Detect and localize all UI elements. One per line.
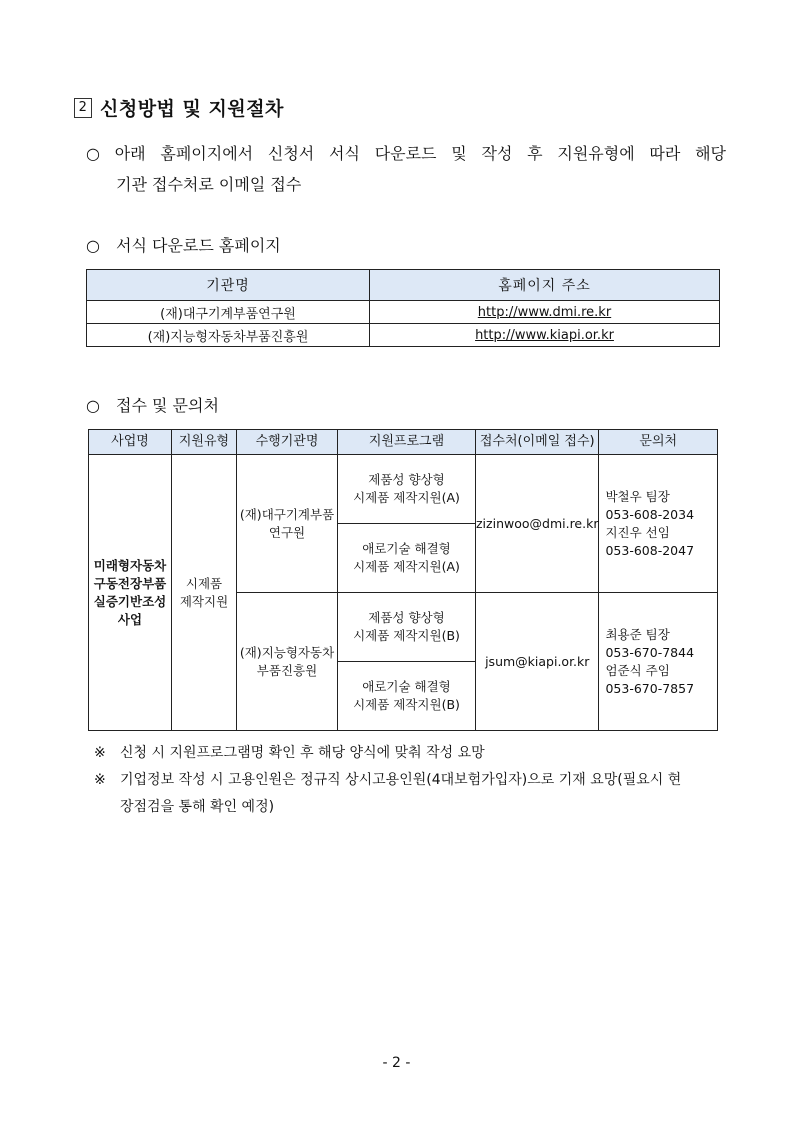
support-type-line: 제작지원 [179, 593, 229, 609]
contact-line: 지진우 선임 [605, 524, 670, 540]
program-cell [338, 593, 476, 662]
homepage-table [86, 269, 720, 347]
email-address[interactable]: zizinwoo@dmi.re.kr [476, 515, 599, 531]
homepage-link[interactable]: http://www.kiapi.or.kr [475, 327, 614, 343]
column-header-org: 수행기관명 [237, 430, 338, 455]
contact-line: 053-670-7857 [605, 680, 695, 696]
paragraph-contact-heading [86, 390, 219, 421]
contact-line: 최용준 팀장 [605, 626, 670, 642]
bullet-circle-icon: ○ [86, 144, 100, 163]
word: 후 [527, 144, 543, 163]
org-name-cell: (재)대구기계부품연구원 [87, 301, 370, 324]
org-name-line: 연구원 [268, 524, 306, 540]
org-name-cell: (재)지능형자동차부품진흥원 [87, 324, 370, 347]
word: 서식 [329, 144, 360, 163]
column-header-support-type: 지원유형 [172, 430, 237, 455]
paragraph-download-heading [86, 230, 281, 261]
column-header-contact: 문의처 [599, 430, 718, 455]
word: 아래 [114, 144, 146, 163]
org-name-line: 부품진흥원 [256, 662, 318, 678]
contact-cell [599, 455, 718, 593]
paragraph-line-1 [86, 138, 726, 169]
contact-line: 박철우 팀장 [605, 488, 670, 504]
notes-block [94, 740, 718, 821]
support-type-line: 시제품 [185, 575, 223, 591]
project-name-line: 미래형자동차 [93, 557, 167, 573]
page-number: - 2 - [382, 1055, 411, 1071]
contact-line: 053-608-2047 [605, 542, 695, 558]
column-header-homepage: 홈페이지 주소 [370, 270, 720, 301]
email-address[interactable]: jsum@kiapi.or.kr [485, 653, 590, 669]
project-name-line: 실증기반조성 [93, 593, 167, 609]
note-text: 기업정보 작성 시 고용인원은 정규직 상시고용인원(4대보험가입자)으로 기재 요망(필요시 현 [120, 772, 682, 788]
contact-line: 엄준식 주임 [605, 662, 670, 678]
table-row [87, 324, 720, 347]
paragraph-line-2: 기관 접수처로 이메일 접수 [116, 175, 302, 194]
section-number-box: 2 [74, 98, 92, 118]
word: 해당 [695, 144, 726, 163]
email-cell [476, 455, 599, 593]
program-line: 제품성 향상형 [368, 610, 445, 625]
program-line: 시제품 제작지원(B) [353, 628, 460, 643]
contact-line: 053-670-7844 [605, 644, 695, 660]
reference-mark-icon: ※ [94, 772, 106, 788]
org-name-line: (재)대구기계부품 [239, 506, 335, 522]
program-cell [338, 455, 476, 524]
bullet-circle-icon: ○ [86, 236, 100, 255]
program-line: 제품성 향상형 [368, 472, 445, 487]
word: 작성 [481, 144, 513, 163]
program-line: 시제품 제작지원(A) [353, 490, 460, 505]
download-heading-text: 서식 다운로드 홈페이지 [116, 236, 281, 255]
section-title: 신청방법 및 지원절차 [100, 98, 284, 120]
org-cell [237, 455, 338, 593]
note-continuation: 장점검을 통해 확인 예정) [120, 799, 275, 815]
table-header-row [87, 270, 720, 301]
org-cell [237, 593, 338, 731]
contact-table [88, 429, 718, 731]
column-header-email: 접수처(이메일 접수) [476, 430, 599, 455]
program-line: 애로기술 해결형 [362, 679, 451, 694]
program-cell [338, 524, 476, 593]
note-item [94, 767, 718, 794]
homepage-cell [370, 301, 720, 324]
table-header-row [89, 430, 718, 455]
paragraph-application-method [86, 138, 726, 200]
word: 신청서 [267, 144, 315, 163]
section-heading [74, 94, 284, 121]
column-header-project: 사업명 [89, 430, 172, 455]
word: 및 [451, 144, 467, 163]
reference-mark-icon: ※ [94, 745, 106, 761]
project-name-cell [89, 455, 172, 731]
program-line: 시제품 제작지원(B) [353, 697, 460, 712]
bullet-circle-icon: ○ [86, 396, 100, 415]
column-header-program: 지원프로그램 [338, 430, 476, 455]
contact-cell [599, 593, 718, 731]
word: 지원유형에 [557, 144, 635, 163]
contact-line: 053-608-2034 [605, 506, 695, 522]
program-line: 애로기술 해결형 [362, 541, 451, 556]
program-cell [338, 662, 476, 731]
email-cell [476, 593, 599, 731]
word: 홈페이지에서 [160, 144, 254, 163]
project-name-line: 사업 [117, 611, 143, 627]
column-header-org: 기관명 [87, 270, 370, 301]
table-row [87, 301, 720, 324]
table-row [89, 455, 718, 524]
support-type-cell [172, 455, 237, 731]
program-line: 시제품 제작지원(A) [353, 559, 460, 574]
contact-heading-text: 접수 및 문의처 [116, 396, 219, 415]
homepage-cell [370, 324, 720, 347]
note-text: 신청 시 지원프로그램명 확인 후 해당 양식에 맞춰 작성 요망 [120, 745, 485, 761]
word: 다운로드 [374, 144, 437, 163]
word: 따라 [649, 144, 681, 163]
project-name-line: 구동전장부품 [93, 575, 167, 591]
org-name-line: (재)지능형자동차 [239, 644, 335, 660]
note-item [94, 740, 718, 767]
homepage-link[interactable]: http://www.dmi.re.kr [477, 304, 612, 320]
